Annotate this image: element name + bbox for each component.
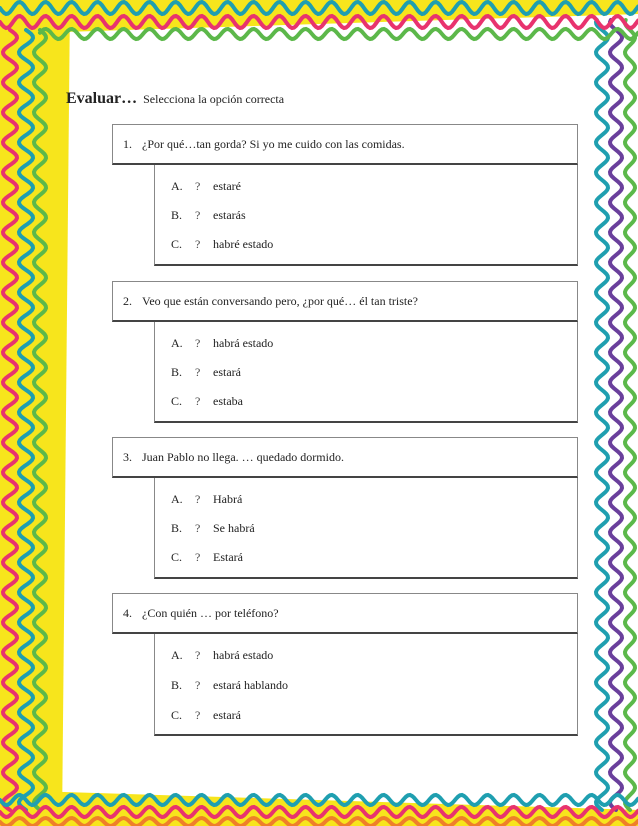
question-text: ¿Por qué…tan gorda? Si yo me cuido con las comidas. [142,136,405,151]
option-text: estará [213,708,241,722]
question-number: 1. [123,136,132,151]
option-1b[interactable] [171,208,246,223]
option-text: habrá estado [213,648,274,662]
question-number: 4. [123,605,132,620]
question-1 [112,124,578,165]
option-text: estará hablando [213,678,288,692]
option-radio-icon[interactable]: ? [195,708,201,722]
option-2b[interactable] [171,365,241,380]
question-text: Veo que están conversando pero, ¿por qué… él tan triste? [142,293,418,308]
option-1c[interactable] [171,237,273,252]
question-2 [112,281,578,322]
question-number: 3. [123,449,132,464]
options-4 [154,634,578,736]
option-text: habré estado [213,237,274,251]
option-letter: A. [171,179,183,193]
question-text: Juan Pablo no llega. … quedado dormido. [142,449,344,464]
option-text: Estará [213,550,243,564]
option-3a[interactable] [171,492,242,507]
option-radio-icon[interactable]: ? [195,550,201,564]
heading-title: Evaluar… [66,90,138,107]
option-4a[interactable] [171,648,273,663]
border-ribbon [610,20,622,810]
option-radio-icon[interactable]: ? [195,179,201,193]
option-letter: A. [171,492,183,506]
option-letter: C. [171,394,183,408]
option-radio-icon[interactable]: ? [195,678,201,692]
option-radio-icon[interactable]: ? [195,394,201,408]
section-heading [66,90,284,108]
option-radio-icon[interactable]: ? [195,365,201,379]
option-text: estaré [213,179,241,193]
question-number: 2. [123,293,132,308]
option-text: estará [213,365,241,379]
option-2a[interactable] [171,336,273,351]
option-radio-icon[interactable]: ? [195,521,201,535]
option-letter: B. [171,365,183,379]
heading-subtitle: Selecciona la opción correcta [143,92,285,106]
option-text: Se habrá [213,521,255,535]
option-text: Habrá [213,492,243,506]
option-letter: A. [171,336,183,350]
border-ribbon [40,29,638,39]
option-3b[interactable] [171,521,255,536]
option-3c[interactable] [171,550,243,565]
question-3 [112,437,578,478]
option-radio-icon[interactable]: ? [195,336,201,350]
option-text: estarás [213,208,246,222]
option-letter: B. [171,208,183,222]
option-radio-icon[interactable]: ? [195,648,201,662]
border-ribbon [625,20,635,810]
option-letter: A. [171,648,183,662]
option-radio-icon[interactable]: ? [195,208,201,222]
option-4c[interactable] [171,708,241,723]
question-4 [112,593,578,634]
option-letter: C. [171,237,183,251]
options-2 [154,322,578,423]
border-ribbon [596,20,608,810]
options-1 [154,165,578,266]
option-letter: B. [171,521,183,535]
option-letter: C. [171,708,183,722]
option-letter: C. [171,550,183,564]
option-letter: B. [171,678,183,692]
question-text: ¿Con quién … por teléfono? [142,605,279,620]
option-radio-icon[interactable]: ? [195,492,201,506]
option-1a[interactable] [171,179,241,194]
options-3 [154,478,578,579]
option-text: habrá estado [213,336,274,350]
option-4b[interactable] [171,678,288,693]
option-radio-icon[interactable]: ? [195,237,201,251]
option-2c[interactable] [171,394,243,409]
option-text: estaba [213,394,243,408]
